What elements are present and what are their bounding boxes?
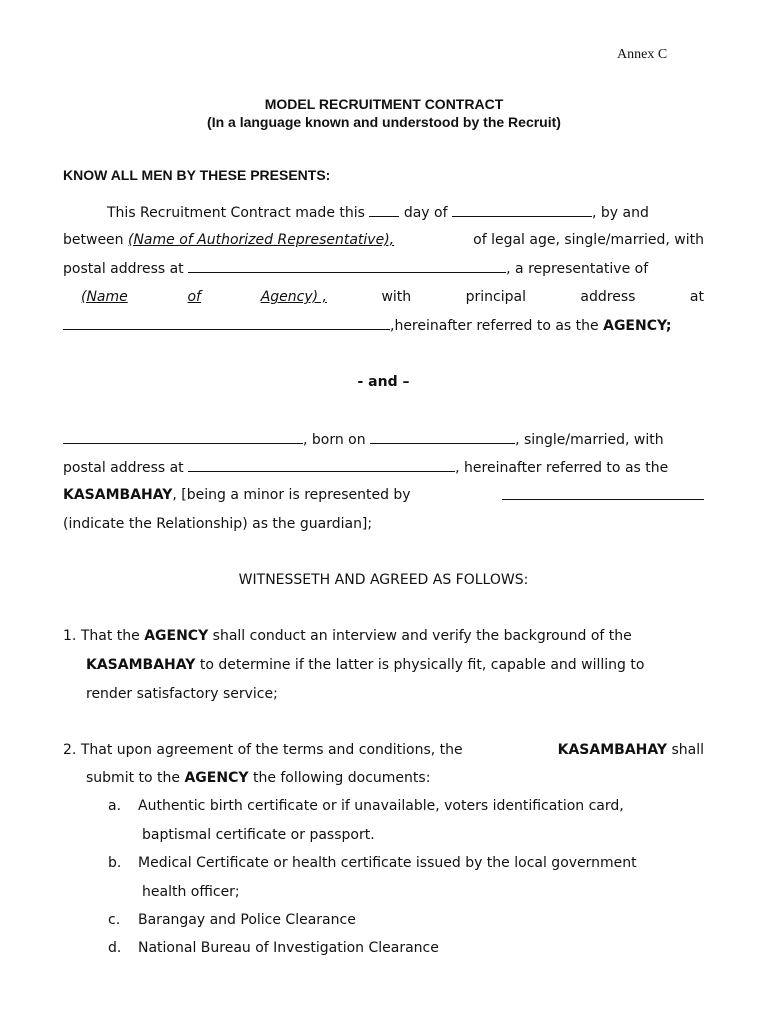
item2-line2: submit to the AGENCY the following documents: [86,770,431,786]
item2-sub-a-line1: a. Authentic birth certificate or if unavailable, voters identification card, [108,798,624,814]
para2-line1: , born on , single/married, with [63,429,704,450]
para1-line4: (Name of Agency) , with principal address at [63,287,704,307]
para1-line3: postal address at , a representative of [63,258,704,279]
agency-name-field: (Name of Agency) , [81,289,327,305]
know-all-men-heading: KNOW ALL MEN BY THESE PRESENTS: [63,167,331,183]
birthdate-blank [370,429,515,444]
kasambahay-name-blank [63,429,303,444]
guardian-blank [502,485,704,500]
agency-address-blank [63,315,390,330]
para1-line5: ,hereinafter referred to as the AGENCY; [63,315,704,336]
item1-line2: KASAMBAHAY to determine if the latter is physically fit, capable and willing to [86,657,645,673]
day-blank [369,202,399,217]
annex-label: Annex C [617,47,668,62]
para1-line1: This Recruitment Contract made this day of , by and [63,202,704,223]
para2-line3: KASAMBAHAY, [being a minor is represented by [63,485,704,505]
month-blank [452,202,592,217]
document-title [0,95,768,131]
para2-line4: (indicate the Relationship) as the guardian]; [63,516,373,532]
item1-line1: 1. That the AGENCY shall conduct an interview and verify the background of the [63,628,632,644]
item2-sub-c: c. Barangay and Police Clearance [108,912,356,928]
authorized-representative-field: (Name of Authorized Representative), [128,232,395,248]
para2-line2: postal address at , hereinafter referred to as the [63,457,704,478]
item2-sub-a-line2: baptismal certificate or passport. [142,827,375,843]
title-line-1: MODEL RECRUITMENT CONTRACT [264,96,504,112]
item2-sub-d: d. National Bureau of Investigation Clearance [108,940,439,956]
item1-line3: render satisfactory service; [86,686,278,702]
title-line-2: (In a language known and understood by the Recruit) [207,114,561,130]
item2-line1: 2. That upon agreement of the terms and conditions, the KASAMBAHAY shall [63,742,704,758]
item2-sub-b-line2: health officer; [142,884,240,900]
para1-line2: between (Name of Authorized Representative), of legal age, single/married, with [63,232,704,248]
witnesseth-heading: WITNESSETH AND AGREED AS FOLLOWS: [238,572,529,588]
representative-address-blank [188,258,506,273]
kasambahay-address-blank [188,457,455,472]
item2-sub-b-line1: b. Medical Certificate or health certificate issued by the local government [108,855,637,871]
and-separator: - and – [357,374,410,390]
